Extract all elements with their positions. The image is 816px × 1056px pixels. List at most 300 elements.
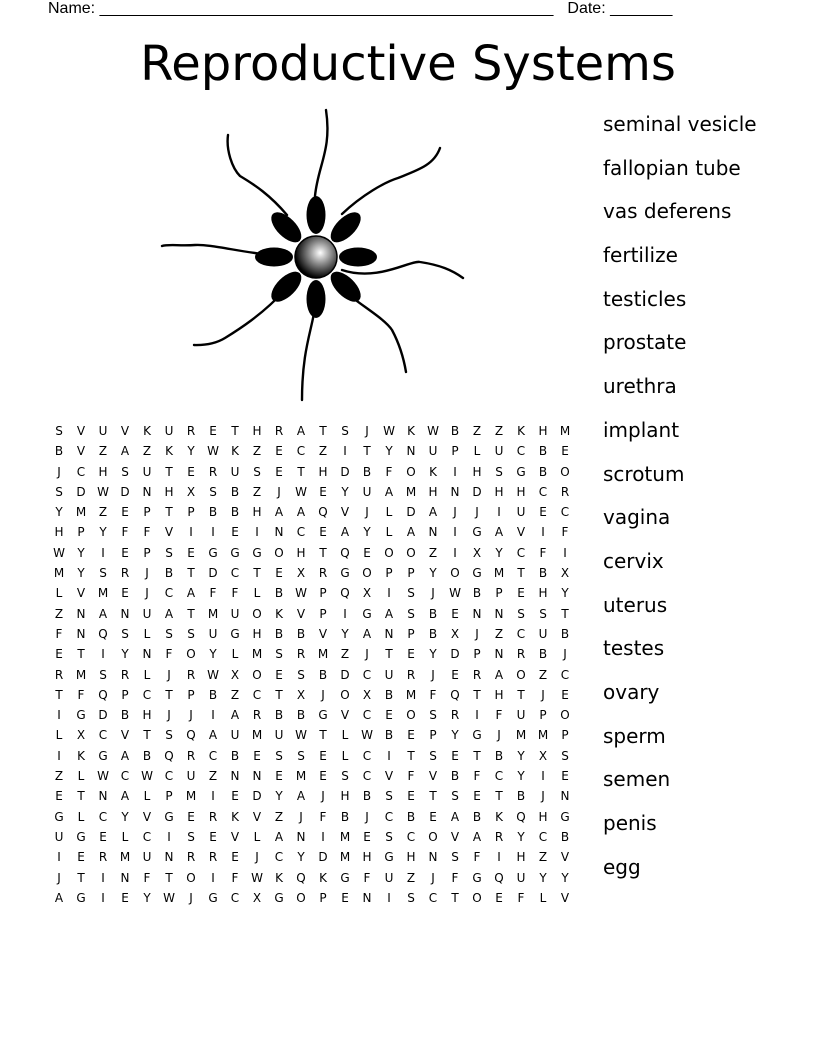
grid-letter: Q — [296, 870, 306, 885]
grid-letter: D — [76, 484, 86, 499]
grid-letter: Y — [517, 769, 525, 784]
grid-letter: V — [76, 424, 86, 438]
grid-letter: A — [120, 444, 130, 459]
grid-letter: U — [428, 444, 438, 459]
grid-letter: J — [431, 586, 435, 601]
grid-letter: Z — [406, 870, 416, 885]
grid-letter: B — [384, 687, 394, 702]
grid-letter: T — [165, 464, 173, 479]
grid-letter: P — [187, 687, 195, 702]
grid-letter: E — [55, 647, 63, 662]
grid-letter: T — [165, 505, 173, 520]
grid-letter: E — [187, 809, 195, 824]
grid-letter: U — [54, 829, 64, 844]
grid-letter: F — [407, 769, 415, 784]
grid-letter: R — [318, 566, 328, 581]
grid-letter: C — [230, 890, 240, 905]
grid-letter: F — [539, 545, 547, 560]
grid-letter: B — [230, 484, 240, 499]
grid-letter: U — [516, 870, 526, 885]
grid-letter: D — [450, 647, 460, 662]
grid-letter: L — [253, 829, 261, 844]
grid-letter: X — [450, 626, 460, 641]
grid-letter: B — [340, 809, 350, 824]
grid-letter: S — [121, 464, 129, 479]
grid-letter: L — [143, 667, 151, 682]
grid-letter: L — [121, 829, 129, 844]
grid-letter: T — [473, 687, 481, 702]
grid-letter: I — [497, 505, 501, 520]
grid-letter: T — [275, 687, 283, 702]
grid-letter: T — [187, 606, 195, 621]
grid-letter: S — [297, 667, 305, 682]
grid-letter: G — [560, 809, 570, 824]
grid-letter: M — [75, 505, 87, 520]
grid-letter: Y — [121, 647, 129, 662]
grid-letter: V — [296, 606, 306, 621]
grid-letter: I — [563, 545, 567, 560]
grid-letter: M — [559, 424, 571, 438]
grid-letter: N — [76, 606, 86, 621]
grid-letter: T — [385, 647, 393, 662]
date-label: Date: _______ — [567, 0, 673, 17]
grid-letter: N — [472, 606, 482, 621]
grid-letter: G — [54, 809, 64, 824]
grid-letter: E — [275, 566, 283, 581]
grid-letter: S — [341, 424, 349, 438]
grid-letter: E — [121, 586, 129, 601]
grid-letter: J — [189, 890, 193, 905]
grid-letter: S — [429, 748, 437, 763]
grid-letter: T — [165, 870, 173, 885]
grid-letter: S — [209, 484, 217, 499]
grid-letter: Y — [143, 890, 151, 905]
grid-letter: B — [516, 789, 526, 804]
grid-letter: E — [121, 545, 129, 560]
grid-letter: A — [296, 789, 306, 804]
grid-letter: S — [385, 789, 393, 804]
grid-letter: A — [450, 809, 460, 824]
grid-letter: F — [495, 708, 503, 723]
grid-letter: E — [231, 850, 239, 865]
grid-letter: C — [164, 769, 174, 784]
grid-letter: O — [472, 890, 482, 905]
grid-letter: I — [57, 708, 61, 723]
grid-letter: C — [142, 829, 152, 844]
word-list-item: vagina — [603, 505, 671, 530]
grid-letter: Y — [429, 647, 437, 662]
grid-letter: N — [450, 484, 460, 499]
grid-letter: G — [472, 525, 482, 540]
grid-letter: S — [187, 626, 195, 641]
grid-letter: W — [295, 728, 307, 743]
grid-letter: E — [363, 545, 371, 560]
word-list-item: egg — [603, 854, 641, 879]
grid-letter: O — [406, 708, 416, 723]
grid-letter: P — [319, 586, 327, 601]
grid-letter: V — [516, 525, 526, 540]
grid-letter: H — [252, 505, 262, 520]
header — [48, 0, 748, 20]
grid-letter: P — [143, 505, 151, 520]
grid-letter: E — [451, 748, 459, 763]
grid-letter: C — [538, 829, 548, 844]
grid-letter: U — [142, 606, 152, 621]
grid-letter: F — [473, 850, 481, 865]
grid-letter: I — [101, 890, 105, 905]
grid-letter: N — [362, 890, 372, 905]
grid-letter: I — [189, 525, 193, 540]
grid-letter: V — [120, 424, 130, 438]
grid-letter: E — [517, 586, 525, 601]
grid-letter: T — [143, 728, 151, 743]
page-title: Reproductive Systems — [140, 36, 676, 92]
grid-letter: K — [77, 748, 85, 763]
grid-letter: K — [517, 424, 525, 438]
grid-letter: T — [77, 870, 85, 885]
grid-letter: V — [76, 586, 86, 601]
grid-letter: M — [75, 667, 87, 682]
grid-letter: X — [296, 687, 306, 702]
grid-letter: U — [164, 424, 174, 438]
grid-letter: H — [516, 850, 526, 865]
grid-letter: H — [538, 586, 548, 601]
grid-letter: C — [538, 484, 548, 499]
grid-letter: N — [384, 626, 394, 641]
grid-letter: J — [321, 789, 325, 804]
grid-letter: P — [187, 505, 195, 520]
grid-letter: C — [362, 769, 372, 784]
grid-letter: X — [538, 748, 548, 763]
grid-letter: H — [340, 789, 350, 804]
grid-letter: Z — [54, 606, 64, 621]
grid-letter: B — [494, 748, 504, 763]
sperm-cell-icon — [150, 104, 480, 406]
grid-letter: O — [362, 566, 372, 581]
grid-letter: H — [252, 424, 262, 438]
grid-letter: V — [560, 850, 570, 865]
grid-letter: O — [274, 545, 284, 560]
grid-letter: N — [142, 647, 152, 662]
grid-letter: K — [319, 870, 327, 885]
grid-letter: B — [274, 626, 284, 641]
grid-letter: I — [321, 829, 325, 844]
grid-letter: E — [561, 444, 569, 459]
grid-letter: E — [209, 829, 217, 844]
grid-letter: H — [318, 464, 328, 479]
grid-letter: E — [231, 789, 239, 804]
grid-letter: Z — [98, 505, 108, 520]
grid-letter: V — [340, 505, 350, 520]
grid-letter: A — [428, 505, 438, 520]
grid-letter: C — [560, 505, 570, 520]
grid-letter: O — [560, 708, 570, 723]
grid-letter: N — [428, 525, 438, 540]
grid-letter: O — [252, 667, 262, 682]
grid-letter: I — [101, 870, 105, 885]
grid-letter: W — [295, 586, 307, 601]
grid-letter: A — [362, 626, 372, 641]
grid-letter: B — [384, 728, 394, 743]
grid-letter: F — [165, 647, 173, 662]
grid-letter: T — [187, 566, 195, 581]
grid-letter: P — [495, 586, 503, 601]
grid-letter: B — [406, 809, 416, 824]
grid-letter: U — [274, 728, 284, 743]
grid-letter: L — [539, 890, 547, 905]
grid-letter: L — [385, 525, 393, 540]
grid-letter: S — [539, 606, 547, 621]
grid-letter: T — [231, 424, 239, 438]
grid-letter: E — [451, 606, 459, 621]
grid-letter: L — [77, 809, 85, 824]
grid-letter: A — [274, 505, 284, 520]
grid-letter: A — [494, 525, 504, 540]
grid-letter: P — [473, 647, 481, 662]
grid-letter: B — [538, 464, 548, 479]
grid-letter: R — [560, 484, 570, 499]
grid-letter: B — [230, 748, 240, 763]
grid-letter: X — [230, 667, 240, 682]
grid-letter: U — [186, 769, 196, 784]
grid-letter: I — [387, 890, 391, 905]
grid-letter: E — [121, 505, 129, 520]
grid-letter: C — [98, 728, 108, 743]
grid-letter: C — [296, 525, 306, 540]
grid-letter: C — [98, 809, 108, 824]
grid-letter: T — [77, 789, 85, 804]
grid-letter: Q — [186, 728, 196, 743]
grid-letter: E — [319, 769, 327, 784]
grid-letter: B — [296, 708, 306, 723]
grid-letter: B — [164, 566, 174, 581]
grid-letter: R — [494, 829, 504, 844]
word-list-item: testicles — [603, 286, 687, 311]
grid-letter: W — [251, 870, 263, 885]
grid-letter: G — [76, 829, 86, 844]
grid-letter: S — [99, 566, 107, 581]
grid-letter: Y — [77, 545, 85, 560]
grid-letter: W — [163, 890, 175, 905]
grid-letter: W — [361, 728, 373, 743]
grid-letter: K — [231, 809, 239, 824]
grid-letter: U — [516, 708, 526, 723]
grid-letter: B — [318, 667, 328, 682]
grid-letter: J — [145, 566, 149, 581]
name-label: Name: ___________________________________________________ — [48, 0, 554, 17]
word-list-item: scrotum — [603, 461, 685, 486]
grid-letter: A — [164, 606, 174, 621]
grid-letter: B — [274, 586, 284, 601]
grid-letter: X — [76, 728, 86, 743]
grid-letter: I — [475, 708, 479, 723]
grid-letter: P — [121, 687, 129, 702]
grid-letter: Z — [428, 545, 438, 560]
grid-letter: N — [164, 850, 174, 865]
grid-letter: C — [76, 464, 86, 479]
grid-letter: Y — [121, 809, 129, 824]
grid-letter: G — [98, 748, 108, 763]
grid-letter: K — [143, 424, 151, 438]
grid-letter: M — [515, 728, 527, 743]
grid-letter: T — [55, 687, 63, 702]
grid-letter: C — [362, 708, 372, 723]
word-list-item: fallopian tube — [603, 155, 741, 180]
grid-letter: P — [319, 606, 327, 621]
grid-letter: R — [252, 708, 262, 723]
grid-letter: W — [383, 424, 395, 438]
grid-letter: X — [296, 566, 306, 581]
grid-letter: J — [167, 708, 171, 723]
grid-letter: F — [231, 870, 239, 885]
grid-letter: K — [275, 606, 283, 621]
grid-letter: Y — [429, 566, 437, 581]
grid-letter: V — [340, 708, 350, 723]
grid-letter: B — [472, 809, 482, 824]
grid-letter: X — [186, 484, 196, 499]
grid-letter: J — [563, 647, 567, 662]
grid-letter: Z — [252, 444, 262, 459]
grid-letter: O — [428, 829, 438, 844]
grid-letter: V — [120, 728, 130, 743]
grid-letter: R — [472, 667, 482, 682]
grid-letter: H — [538, 424, 548, 438]
grid-letter: N — [274, 525, 284, 540]
word-list — [603, 108, 757, 894]
grid-letter: B — [362, 464, 372, 479]
grid-letter: M — [537, 728, 549, 743]
grid-letter: E — [407, 789, 415, 804]
grid-letter: Y — [187, 444, 195, 459]
grid-letter: E — [451, 667, 459, 682]
grid-letter: E — [319, 484, 327, 499]
grid-letter: E — [187, 545, 195, 560]
grid-letter: S — [165, 728, 173, 743]
grid-letter: S — [121, 626, 129, 641]
grid-letter: Y — [495, 545, 503, 560]
grid-letter: O — [560, 464, 570, 479]
grid-letter: J — [365, 424, 369, 438]
grid-letter: S — [99, 667, 107, 682]
grid-letter: A — [296, 424, 306, 438]
grid-letter: W — [97, 769, 109, 784]
grid-letter: E — [275, 667, 283, 682]
grid-letter: R — [186, 667, 196, 682]
grid-letter: Y — [517, 829, 525, 844]
grid-letter: S — [55, 484, 63, 499]
grid-letter: R — [186, 850, 196, 865]
grid-letter: L — [231, 647, 239, 662]
word-list-item: semen — [603, 767, 671, 792]
grid-letter: C — [120, 769, 130, 784]
grid-letter: D — [472, 484, 482, 499]
grid-letter: F — [385, 464, 393, 479]
word-list-item: seminal vesicle — [603, 112, 757, 136]
grid-letter: T — [165, 687, 173, 702]
word-list-item: uterus — [603, 592, 668, 617]
grid-letter: B — [208, 687, 218, 702]
grid-letter: L — [341, 728, 349, 743]
grid-letter: J — [431, 870, 435, 885]
grid-letter: Q — [164, 748, 174, 763]
grid-letter: U — [230, 464, 240, 479]
grid-letter: Z — [54, 769, 64, 784]
grid-letter: G — [230, 626, 240, 641]
grid-letter: L — [253, 586, 261, 601]
grid-letter: N — [120, 870, 130, 885]
grid-letter: B — [560, 626, 570, 641]
grid-letter: E — [561, 769, 569, 784]
word-list-item: fertilize — [603, 243, 678, 268]
word-list-item: testes — [603, 636, 665, 661]
grid-letter: Y — [363, 525, 371, 540]
grid-letter: A — [120, 748, 130, 763]
grid-letter: M — [405, 484, 417, 499]
grid-letter: S — [495, 464, 503, 479]
grid-letter: F — [517, 890, 525, 905]
grid-letter: Y — [341, 484, 349, 499]
grid-letter: G — [208, 545, 218, 560]
grid-letter: A — [274, 829, 284, 844]
grid-letter: X — [362, 586, 372, 601]
grid-letter: N — [406, 444, 416, 459]
grid-letter: V — [428, 769, 438, 784]
grid-letter: N — [98, 789, 108, 804]
grid-letter: B — [142, 748, 152, 763]
grid-letter: R — [450, 708, 460, 723]
grid-letter: J — [431, 667, 435, 682]
grid-letter: V — [384, 769, 394, 784]
grid-letter: I — [387, 748, 391, 763]
grid-letter: E — [275, 769, 283, 784]
grid-letter: F — [319, 809, 327, 824]
grid-letter: P — [407, 626, 415, 641]
grid-letter: E — [77, 850, 85, 865]
grid-letter: F — [231, 586, 239, 601]
grid-letter: M — [207, 606, 219, 621]
grid-letter: O — [384, 545, 394, 560]
grid-letter: L — [55, 586, 63, 601]
grid-letter: E — [539, 505, 547, 520]
grid-letter: J — [299, 809, 303, 824]
grid-letter: B — [296, 626, 306, 641]
grid-letter: B — [230, 505, 240, 520]
grid-letter: S — [275, 647, 283, 662]
grid-letter: T — [77, 647, 85, 662]
grid-letter: R — [296, 647, 306, 662]
grid-letter: G — [164, 809, 174, 824]
grid-letter: J — [365, 647, 369, 662]
grid-letter: G — [340, 566, 350, 581]
grid-letter: W — [295, 484, 307, 499]
grid-letter: C — [164, 586, 174, 601]
grid-letter: P — [165, 789, 173, 804]
grid-letter: G — [472, 728, 482, 743]
grid-letter: Z — [472, 424, 482, 438]
grid-letter: X — [472, 545, 482, 560]
grid-letter: W — [449, 586, 461, 601]
grid-letter: S — [55, 424, 63, 438]
grid-letter: R — [208, 850, 218, 865]
grid-letter: M — [53, 566, 65, 581]
grid-letter: F — [473, 769, 481, 784]
grid-letter: V — [142, 809, 152, 824]
grid-letter: E — [275, 464, 283, 479]
grid-letter: P — [561, 728, 569, 743]
grid-letter: Y — [561, 586, 569, 601]
grid-letter: Y — [297, 850, 305, 865]
grid-letter: I — [541, 525, 545, 540]
